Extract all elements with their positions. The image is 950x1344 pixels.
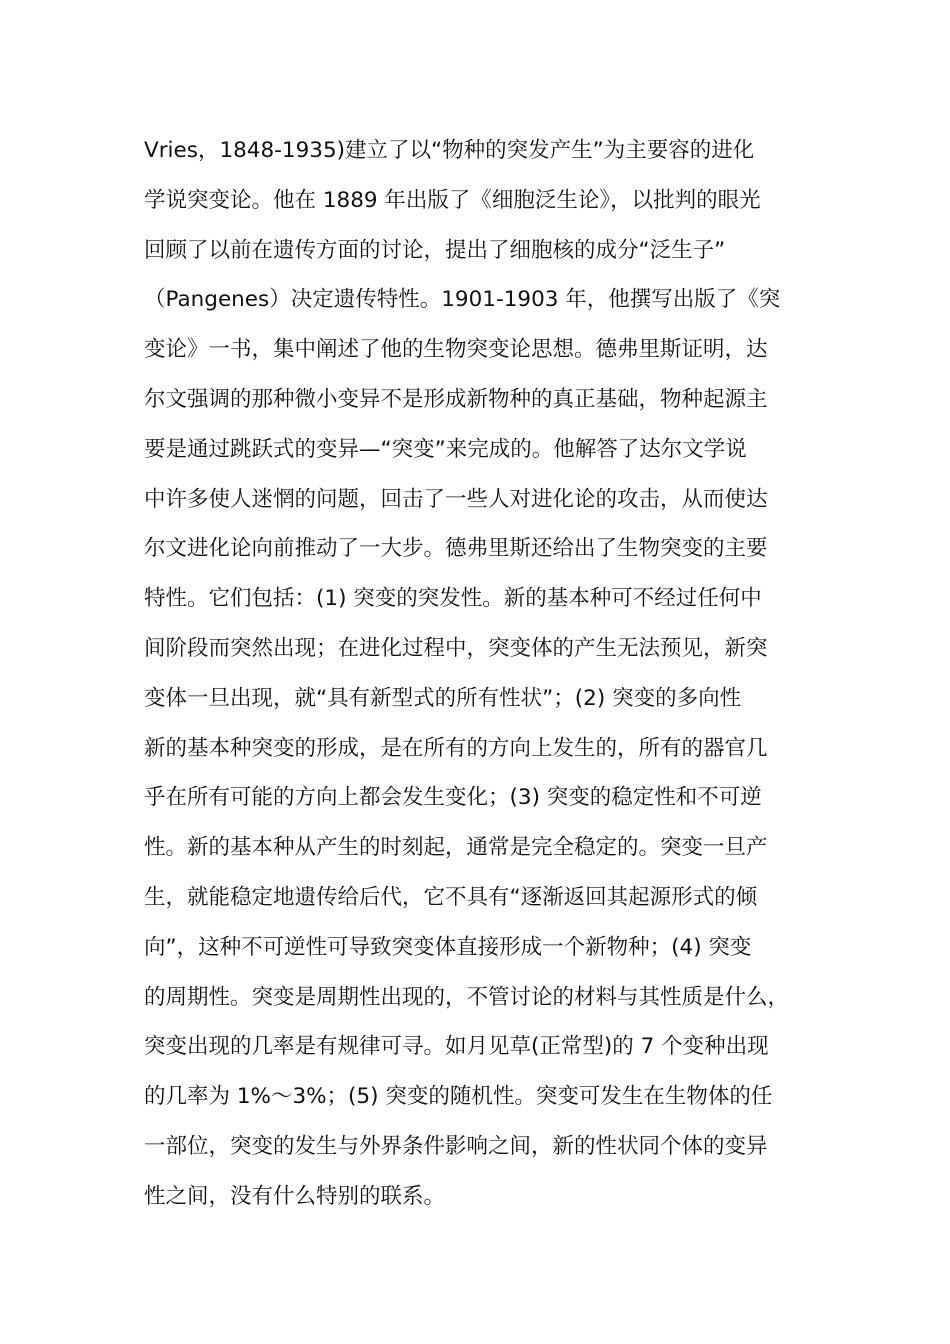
text-line: 学说突变论。他在 1889 年出版了《细胞泛生论》，以批判的眼光 xyxy=(144,187,761,213)
text-line: 生，就能稳定地遗传给后代，它不具有“逐渐返回其起源形式的倾 xyxy=(144,884,758,910)
text-line: 向”，这种不可逆性可导致突变体直接形成一个新物种；(4) 突变 xyxy=(144,934,752,960)
text-line: 的几率为 1%～3%；(5) 突变的随机性。突变可发生在生物体的任 xyxy=(144,1084,773,1110)
text-line: 性之间，没有什么特别的联系。 xyxy=(144,1183,446,1209)
text-line: 尔文强调的那种微小变异不是形成新物种的真正基础，物种起源主 xyxy=(144,386,768,412)
text-line: 尔文进化论向前推动了一大步。德弗里斯还给出了生物突变的主要 xyxy=(144,536,768,562)
text-line: 回顾了以前在遗传方面的讨论，提出了细胞核的成分“泛生子” xyxy=(144,237,726,263)
text-line: 乎在所有可能的方向上都会发生变化；(3) 突变的稳定性和不可逆 xyxy=(144,785,762,811)
text-line: 新的基本种突变的形成，是在所有的方向上发生的，所有的器官几 xyxy=(144,735,768,761)
text-line: 要是通过跳跃式的变异—“突变”来完成的。他解答了达尔文学说 xyxy=(144,436,747,462)
text-line: 一部位，突变的发生与外界条件影响之间，新的性状同个体的变异 xyxy=(144,1133,768,1159)
text-line: 中许多使人迷惘的问题，回击了一些人对进化论的攻击，从而使达 xyxy=(144,486,768,512)
text-line: 性。新的基本种从产生的时刻起，通常是完全稳定的。突变一旦产 xyxy=(144,835,768,861)
text-line: Vries，1848-1935)建立了以“物种的突发产生”为主要容的进化 xyxy=(144,138,755,163)
text-line: （Pangenes）决定遗传特性。1901-1903 年，他撰写出版了《突 xyxy=(144,287,781,313)
text-line: 变论》一书，集中阐述了他的生物突变论思想。德弗里斯证明，达 xyxy=(144,337,768,363)
text-line: 突变出现的几率是有规律可寻。如月见草(正常型)的 7 个变种出现 xyxy=(144,1034,769,1060)
text-line: 间阶段而突然出现；在进化过程中，突变体的产生无法预见，新突 xyxy=(144,635,768,661)
text-line: 的周期性。突变是周期性出现的，不管讨论的材料与其性质是什么， xyxy=(144,984,790,1010)
text-line: 变体一旦出现，就“具有新型式的所有性状”；(2) 突变的多向性 xyxy=(144,685,742,711)
body-paragraph xyxy=(144,126,824,1222)
text-line: 特性。它们包括：(1) 突变的突发性。新的基本种可不经过任何中 xyxy=(144,586,762,612)
